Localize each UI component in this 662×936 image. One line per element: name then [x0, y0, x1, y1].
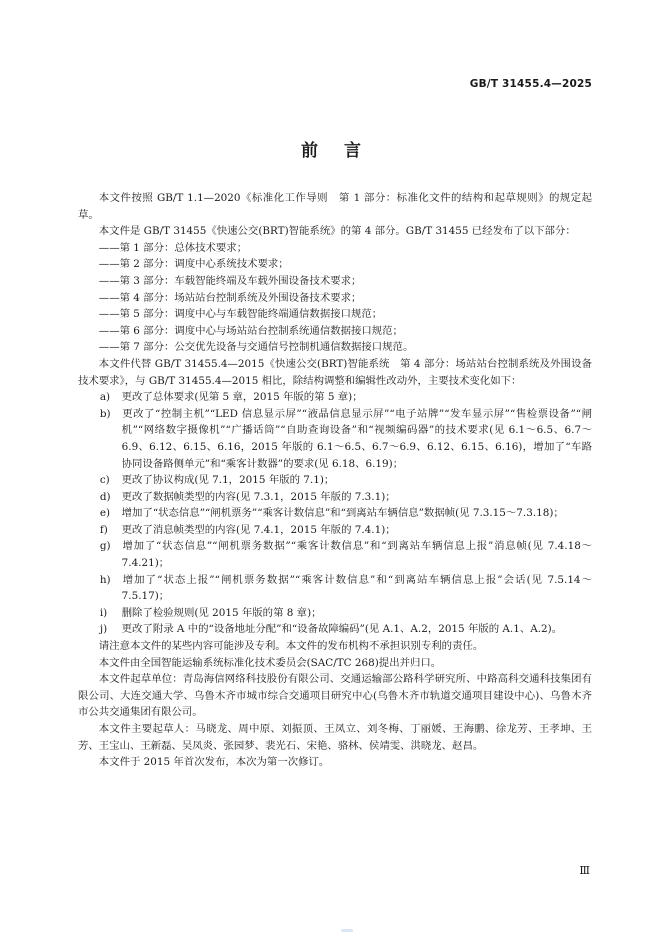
- parts-list-item: ——第 4 部分：场站站台控制系统及外围设备技术要求；: [98, 291, 362, 304]
- changes-list-item: [78, 389, 592, 406]
- changes-list-item: [78, 605, 592, 622]
- paragraph-replaces: 本文件代替 GB/T 31455.4—2015《快速公交(BRT)智能系统 第 4 部分：场站站台控制系统及外围设备技术要求》，与 GB/T 31455.4—2015 相比，除结构调整和编辑性改动外，主要技术变化如下：: [78, 357, 592, 387]
- item-text: 增加了“状态信息”“闸机票务数据”“乘客计数信息”和“到离站车辆信息上报”消息帧(见 7.4.18～7.4.21)；: [121, 540, 592, 570]
- item-label: j): [99, 623, 108, 636]
- item-label: c): [99, 474, 110, 487]
- item-text: 删除了检验规则(见 2015 年版的第 8 章)；: [121, 606, 322, 619]
- changes-list-item: [78, 406, 592, 472]
- item-text: 更改了消息帧类型的内容(见 7.4.1，2015 年版的 7.4.1)；: [121, 523, 396, 536]
- parts-list-item: ——第 7 部分：公交优先设备与交通信号控制机通信数据接口规范。: [98, 341, 414, 354]
- changes-list-item: [78, 621, 592, 638]
- page-number: Ⅲ: [579, 864, 590, 877]
- item-label: d): [99, 490, 111, 503]
- parts-list-item: ——第 3 部分：车载智能终端及车载外围设备技术要求；: [98, 274, 362, 287]
- item-label: e): [99, 507, 111, 520]
- scroll-marker: [341, 929, 353, 932]
- parts-list: [78, 240, 592, 356]
- paragraph-drafters: 本文件主要起草人：马晓龙、周中原、刘振顶、王凤立、刘冬梅、丁丽媛、王海鹏、徐龙芳、王孝坤、王芳、王宝山、王新磊、吴凤炎、张园梦、裴光石、宋艳、骆林、侯靖雯、洪晓龙、赵昌。: [78, 723, 592, 752]
- changes-list: [78, 389, 592, 638]
- item-text: 增加了“状态信息”“闸机票务”“乘客计数信息”和“到离站车辆信息”数据帧(见 7.3.15～7.3.18)；: [121, 507, 564, 520]
- item-text: 更改了附录 A 中的“设备地址分配”和“设备故障编码”(见 A.1、A.2，2015 年版的 A.1、A.2)。: [121, 623, 563, 636]
- paragraph-series-intro: 本文件是 GB/T 31455《快速公交(BRT)智能系统》的第 4 部分。GB/T 31455 已经发布了以下部分：: [98, 225, 576, 238]
- paragraph-drafting-units: 本文件起草单位：青岛海信网络科技股份有限公司、交通运输部公路科学研究所、中路高科交通科技集团有限公司、大连交通大学、乌鲁木齐市城市综合交通项目研究中心(乌鲁木齐市轨道交通项目建设中心)、乌鲁木齐市公共交通集团有限公司。: [78, 673, 592, 719]
- changes-list-item: [78, 572, 592, 605]
- standard-code: GB/T 31455.4—2025: [469, 78, 592, 90]
- item-label: g): [99, 540, 111, 553]
- changes-list-item: [78, 505, 592, 522]
- document-body: [78, 190, 592, 771]
- paragraph-history: 本文件于 2015 年首次发布，本次为第一次修订。: [98, 756, 330, 769]
- item-label: i): [99, 606, 108, 619]
- parts-list-item: ——第 6 部分：调度中心与场站站台控制系统通信数据接口规范；: [98, 324, 403, 337]
- paragraph-drafting-rules: 本文件按照 GB/T 1.1—2020《标准化工作导则 第 1 部分：标准化文件的结构和起草规则》的规定起草。: [78, 192, 592, 221]
- paragraph-patent-notice: 请注意本文件的某些内容可能涉及专利。本文件的发布机构不承担识别专利的责任。: [98, 640, 484, 653]
- changes-list-item: [78, 538, 592, 571]
- changes-list-item: [78, 489, 592, 506]
- parts-list-item: ——第 5 部分：调度中心与车载智能终端通信数据接口规范；: [98, 308, 383, 321]
- changes-list-item: [78, 522, 592, 539]
- item-text: 更改了总体要求(见第 5 章，2015 年版的第 5 章)；: [121, 391, 363, 404]
- changes-list-item: [78, 472, 592, 489]
- parts-list-item: ——第 1 部分：总体技术要求；: [98, 241, 248, 254]
- item-label: b): [99, 407, 111, 420]
- item-label: h): [99, 573, 111, 586]
- parts-list-item: ——第 2 部分：调度中心系统技术要求；: [98, 258, 289, 271]
- item-text: 更改了“控制主机”“LED 信息显示屏”“液晶信息显示屏”“电子站牌”“发车显示屏”“售检票设备”“闸机”“网络数字摄像机”“广播话筒”“自助查询设备”和“视频编码器”的技术要求(见 6.1～6.5、6.7～6.9、6.12、6.15、6.16，2015 年版的 6.1～6.5、6.7～6.9、6.12、6.15、6.16)，增加了“车路协同设备路侧单元”和“乘客计数器”的要求(见 6.18、6.19)；: [121, 407, 592, 470]
- page-title: 前言: [301, 141, 387, 161]
- item-text: 增加了“状态上报”“闸机票务数据”“乘客计数信息”和“到离站车辆信息上报”会话(见 7.5.14～7.5.17)；: [121, 573, 592, 603]
- item-label: a): [99, 391, 111, 404]
- item-label: f): [99, 523, 108, 536]
- item-text: 更改了数据帧类型的内容(见 7.3.1，2015 年版的 7.3.1)；: [121, 490, 396, 503]
- item-text: 更改了协议构成(见 7.1，2015 年版的 7.1)；: [121, 474, 335, 487]
- paragraph-committee: 本文件由全国智能运输系统标准化技术委员会(SAC/TC 268)提出并归口。: [98, 656, 442, 669]
